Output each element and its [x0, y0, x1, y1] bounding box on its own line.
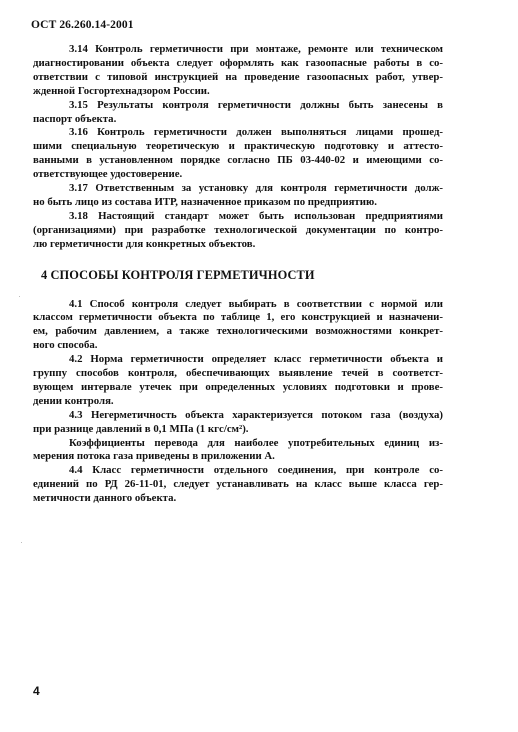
document-code-header: ОСТ 26.260.14-2001	[31, 19, 134, 31]
paragraph	[33, 182, 443, 210]
text-line: классом герметичности объекта по таблице 1, его конструкцией и назначени-	[33, 311, 443, 324]
paragraph	[33, 437, 443, 465]
text-line: ответствующее удостоверение.	[33, 168, 183, 181]
page-number: 4	[33, 684, 40, 698]
text-line: (организациями) при разработке технологической документации по контро-	[33, 223, 443, 236]
text-line: дении контроля.	[33, 394, 114, 407]
text-line: шими специальную теоретическую и практическую подготовку и аттесто-	[33, 140, 443, 153]
paragraph	[33, 99, 443, 127]
text-line: 4.3 Негерметичность объекта характеризуется потоком газа (воздуха)	[69, 408, 443, 421]
text-line: ем, рабочим давлением, а также технологическими возможностями конкрет-	[33, 325, 443, 338]
text-line: мерения потока газа приведены в приложении А.	[33, 450, 275, 463]
scan-speck	[19, 296, 20, 297]
text-line: единений по РД 26-11-01, следует устанавливать на класс выше класса гер-	[33, 478, 443, 491]
text-line: группу способов контроля, обеспечивающих выявление течей в соответст-	[33, 367, 443, 380]
text-line: 3.17 Ответственным за установку для контроля герметичности долж-	[69, 182, 443, 195]
text-line: лю герметичности для конкретных объектов.	[33, 237, 256, 250]
text-line: диагностировании объекта следует оформлять как газоопасные работы в со-	[33, 56, 443, 69]
text-line: ответствии с типовой инструкцией на проведение газоопасных работ, утвер-	[33, 70, 443, 83]
document-body	[33, 43, 443, 506]
paragraph	[33, 353, 443, 409]
text-line: но быть лицо из состава ИТР, назначенное приказом по предприятию.	[33, 195, 377, 208]
section-4-title: 4 СПОСОБЫ КОНТРОЛЯ ГЕРМЕТИЧНОСТИ	[41, 267, 315, 282]
paragraph	[33, 464, 443, 506]
paragraph	[33, 43, 443, 99]
paragraph	[33, 210, 443, 252]
text-line: ного способа.	[33, 339, 98, 352]
paragraph	[33, 409, 443, 437]
text-line: 4.1 Способ контроля следует выбирать в соответствии с нормой или	[69, 297, 443, 310]
scan-speck	[21, 542, 22, 543]
section-3-paragraphs	[33, 43, 443, 252]
text-line: 3.15 Результаты контроля герметичности должны быть занесены в	[69, 98, 443, 111]
text-line: вующем интервале утечек при определенных условиях подготовки и прове-	[33, 380, 443, 393]
paragraph	[33, 126, 443, 182]
text-line: ванными в установленном порядке согласно ПБ 03-440-02 и имеющими со-	[33, 154, 443, 167]
text-line: 4.4 Класс герметичности отдельного соединения, при контроле со-	[69, 464, 443, 477]
text-line: 3.16 Контроль герметичности должен выполняться лицами прошед-	[69, 126, 443, 139]
text-line: 3.14 Контроль герметичности при монтаже, ремонте или техническом	[69, 43, 443, 55]
text-line: паспорт объекта.	[33, 112, 117, 125]
text-line: жденной Госгортехнадзором России.	[33, 84, 210, 97]
paragraph	[33, 298, 443, 354]
text-line: при разнице давлений в 0,1 МПа (1 кгс/см²).	[33, 422, 249, 435]
text-line: Коэффициенты перевода для наиболее употребительных единиц из-	[69, 436, 443, 449]
text-line: 4.2 Норма герметичности определяет класс герметичности объекта и	[69, 353, 443, 366]
text-line: 3.18 Настоящий стандарт может быть использован предприятиями	[69, 209, 443, 222]
section-4-paragraphs	[33, 298, 443, 507]
text-line: метичности данного объекта.	[33, 492, 177, 505]
